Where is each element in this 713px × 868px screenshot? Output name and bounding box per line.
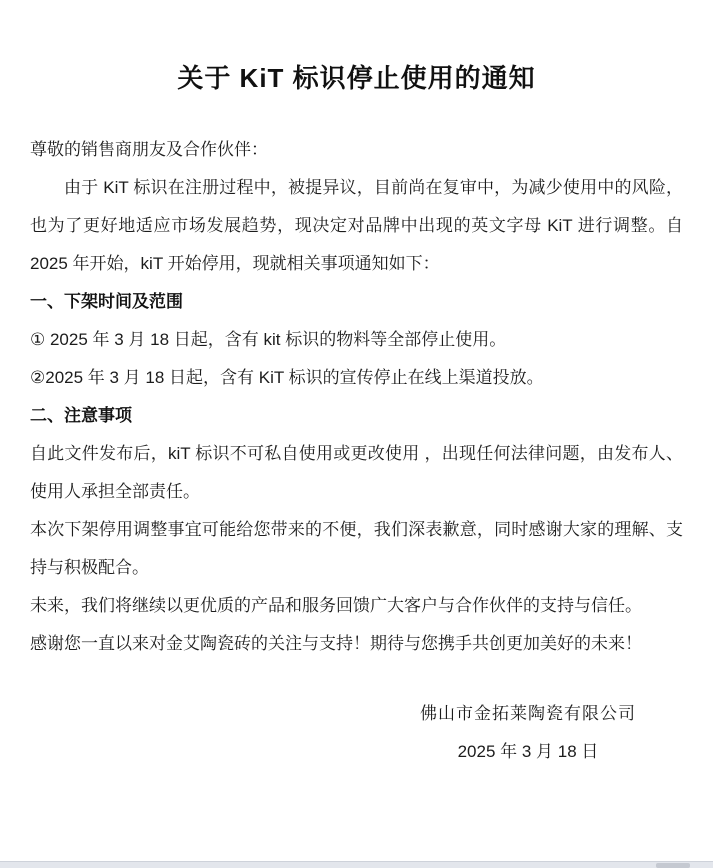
section2-heading: 二、注意事项: [30, 406, 132, 426]
horizontal-scrollbar-thumb[interactable]: [656, 863, 690, 868]
intro-paragraph: 由于 KiT 标识在注册过程中，被提异议，目前尚在复审中，为减少使用中的风险，也为了更好地适应市场发展趋势，现决定对品牌中出现的英文字母 KiT 进行调整。自 2025 年开始，kiT 开始停用，现就相关事项通知如下：: [30, 178, 683, 274]
section2-paragraph-thanks: 感谢您一直以来对金艾陶瓷砖的关注与支持！期待与您携手共创更加美好的未来！: [30, 634, 642, 654]
section1-heading: 一、下架时间及范围: [30, 292, 183, 312]
signature-block: [420, 695, 636, 771]
section1-item-2: ②2025 年 3 月 18 日起，含有 KiT 标识的宣传停止在线上渠道投放。: [30, 368, 544, 388]
signature-company-name: 佛山市金拓莱陶瓷有限公司: [420, 704, 636, 724]
greeting-line: 尊敬的销售商朋友及合作伙伴：: [30, 140, 268, 160]
section1-item-1: ① 2025 年 3 月 18 日起，含有 kit 标识的物料等全部停止使用。: [30, 330, 507, 350]
document-title: 关于 KiT 标识停止使用的通知: [177, 63, 536, 94]
section2-paragraph-liability: 自此文件发布后，kiT 标识不可私自使用或更改使用 ，出现任何法律问题，由发布人、使用人承担全部责任。: [30, 444, 683, 502]
horizontal-scrollbar: [0, 861, 713, 868]
signature-date: 2025 年 3 月 18 日: [457, 742, 599, 762]
section2-paragraph-apology: 本次下架停用调整事宜可能给您带来的不便，我们深表歉意，同时感谢大家的理解、支持与积极配合。: [30, 520, 683, 578]
section2-paragraph-future: 未来，我们将继续以更优质的产品和服务回馈广大客户与合作伙伴的支持与信任。: [30, 596, 642, 616]
